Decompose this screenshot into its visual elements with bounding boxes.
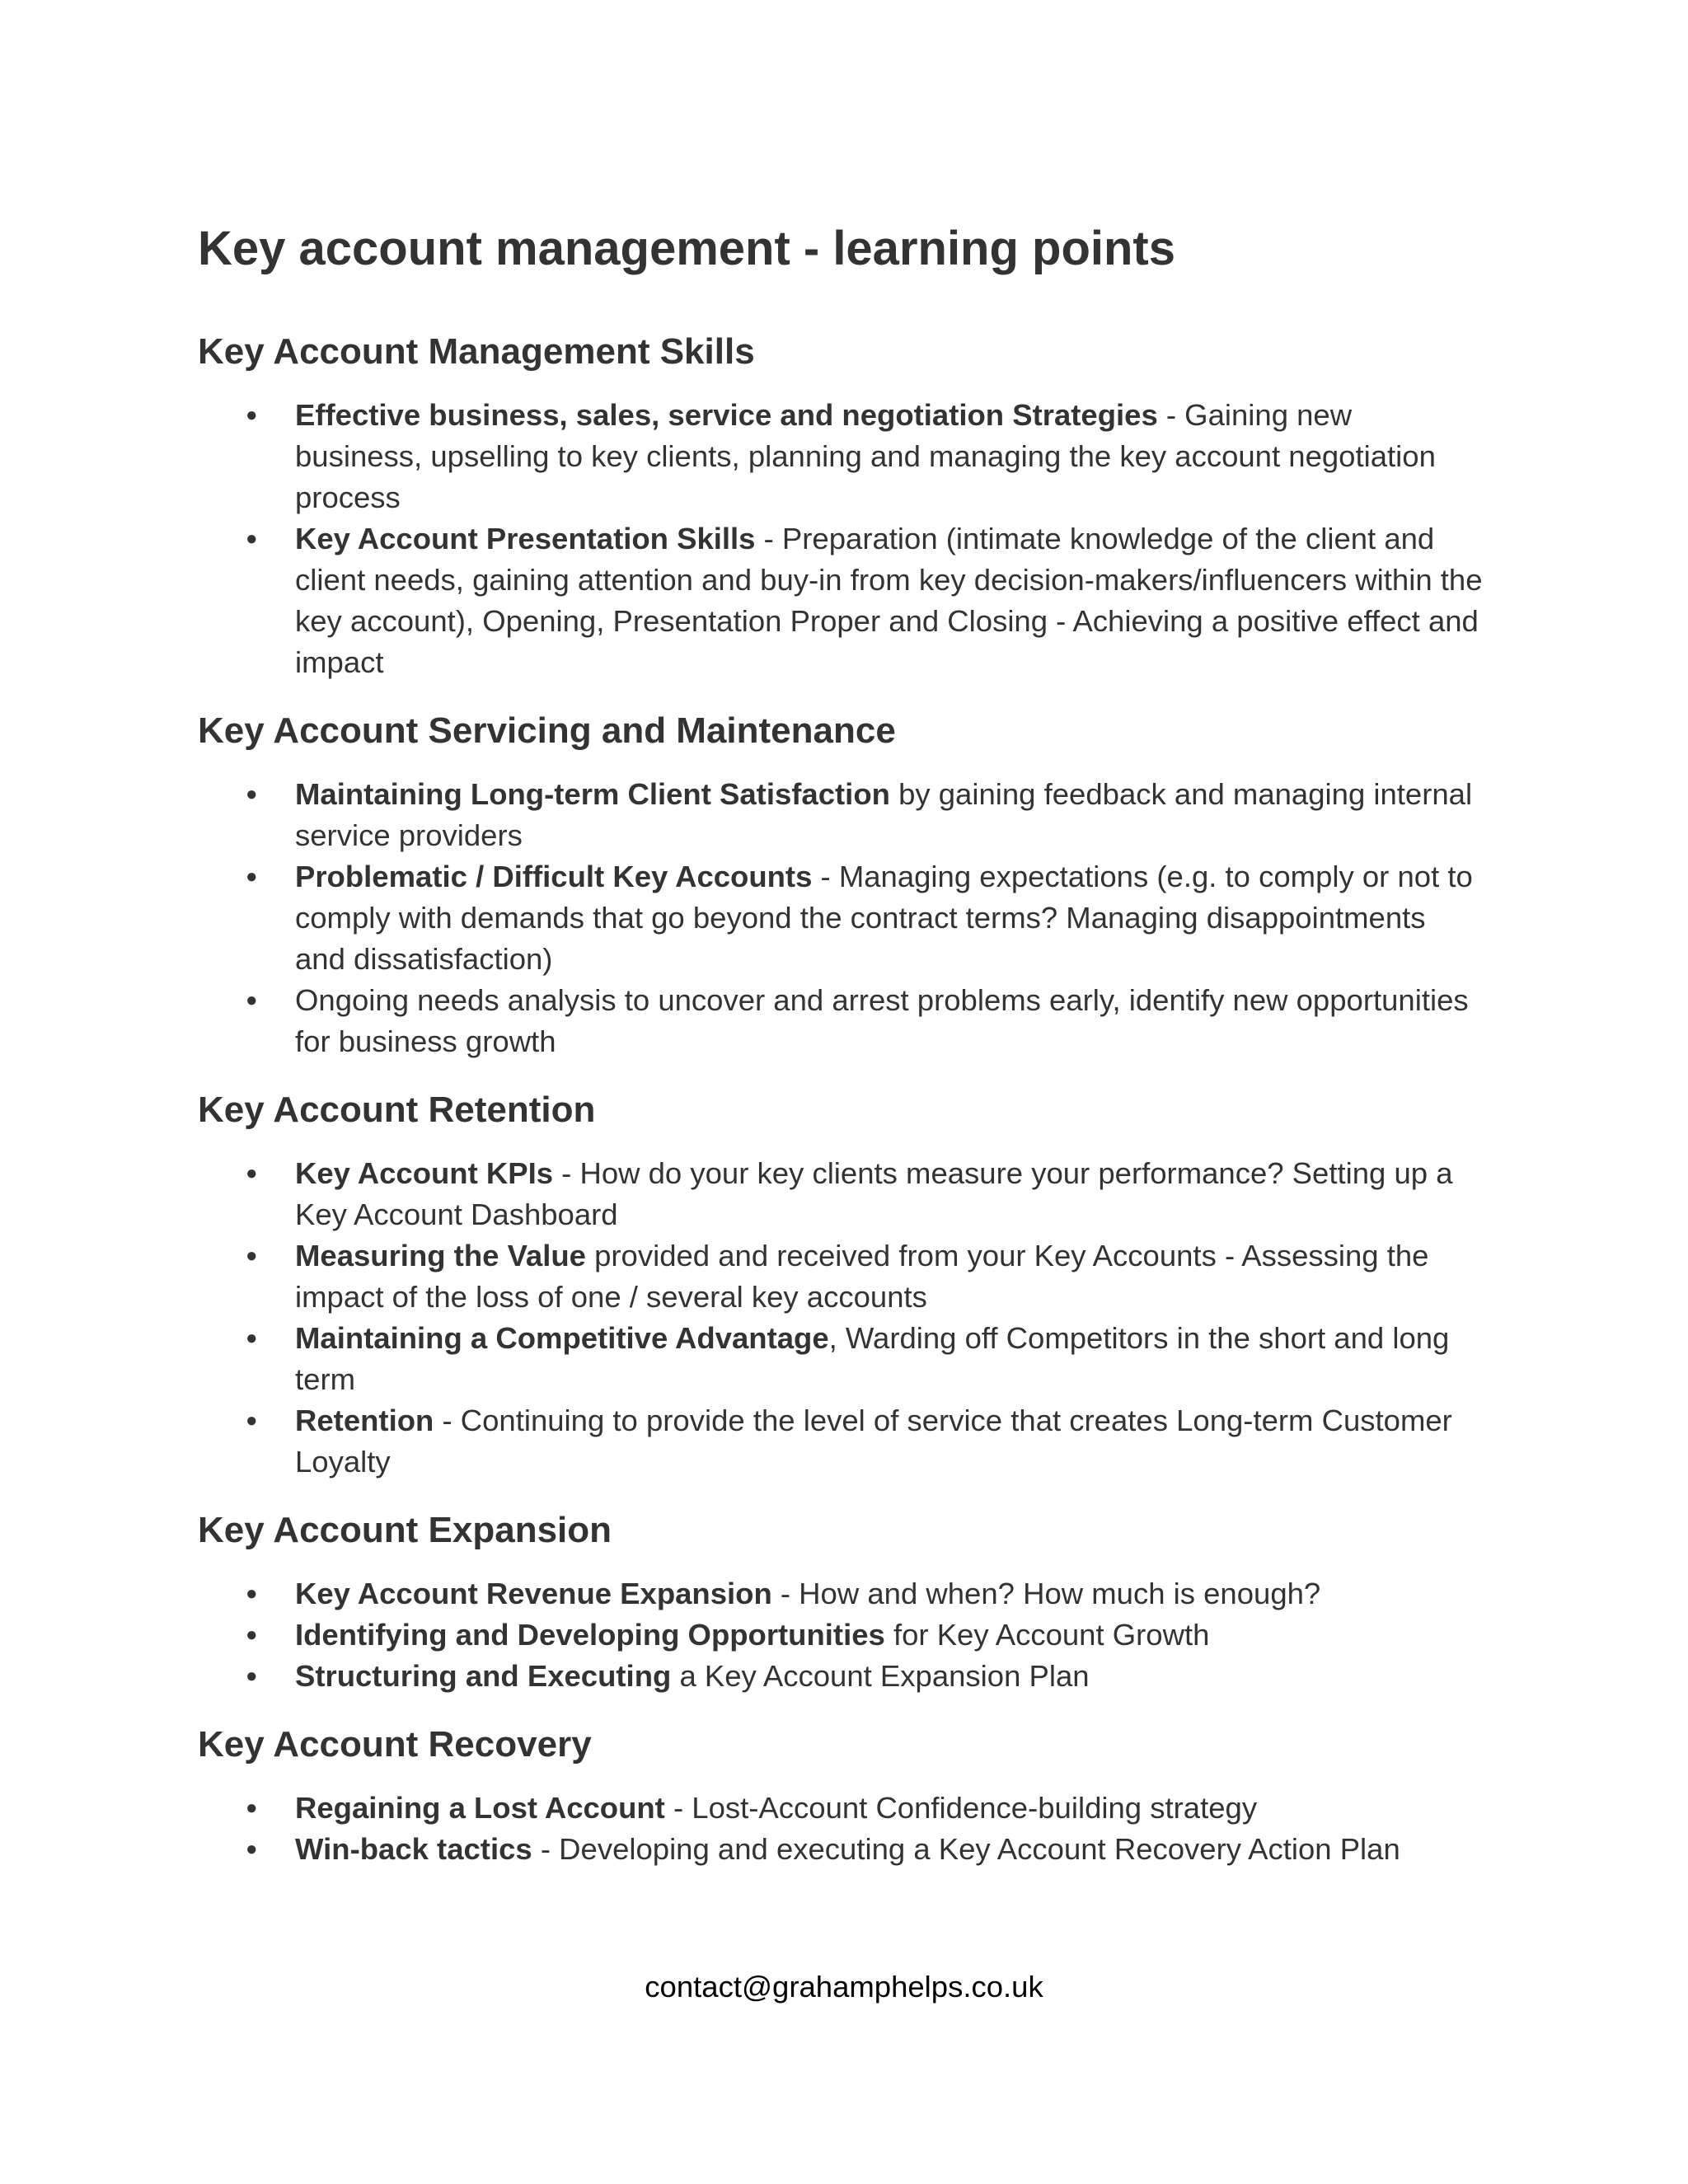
list-item-bold-lead: Key Account KPIs — [295, 1156, 554, 1190]
list-item-bold-lead: Structuring and Executing — [295, 1659, 672, 1693]
bullet-list — [198, 1788, 1484, 1870]
list-item-text: - Managing expectations (e.g. to comply or not to comply with demands that go beyond the contract terms? Managing disappointments and dissatisfaction) — [295, 860, 1473, 976]
list-item-text: - Continuing to provide the level of service that creates Long-term Customer Loyalty — [295, 1404, 1452, 1479]
list-item-bold-lead: Maintaining Long-term Client Satisfaction — [295, 777, 890, 811]
list-item-bold-lead: Key Account Presentation Skills — [295, 522, 756, 555]
list-item-bold-lead: Regaining a Lost Account — [295, 1791, 665, 1825]
list-item — [198, 774, 1484, 856]
list-item — [198, 1235, 1484, 1318]
list-item-text: - How do your key clients measure your performance? Setting up a Key Account Dashboard — [295, 1156, 1453, 1231]
list-item — [198, 1788, 1484, 1829]
sections-container — [198, 327, 1484, 1870]
list-item-text: by gaining feedback and managing internal service providers — [295, 777, 1473, 852]
list-item-text: a Key Account Expansion Plan — [671, 1659, 1090, 1693]
section-heading: Key Account Servicing and Maintenance — [198, 710, 896, 751]
section-heading: Key Account Expansion — [198, 1510, 612, 1550]
list-item — [198, 518, 1484, 683]
list-item — [198, 856, 1484, 980]
list-item — [198, 1400, 1484, 1483]
bullet-list — [198, 1153, 1484, 1483]
list-item-bold-lead: Maintaining a Competitive Advantage — [295, 1321, 829, 1355]
list-item-text: - Gaining new business, upselling to key clients, planning and managing the key account negotiation process — [295, 398, 1436, 514]
list-item-text: - How and when? How much is enough? — [771, 1577, 1321, 1610]
list-item-bold-lead: Identifying and Developing Opportunities — [295, 1618, 885, 1652]
list-item-text: , Warding off Competitors in the short and long term — [295, 1321, 1450, 1396]
bullet-list — [198, 1573, 1484, 1697]
list-item-text: - Developing and executing a Key Account Recovery Action Plan — [532, 1832, 1400, 1866]
footer-contact-email: contact@grahamphelps.co.uk — [645, 1970, 1043, 2004]
section-heading: Key Account Retention — [198, 1090, 596, 1130]
list-item-bold-lead: Key Account Revenue Expansion — [295, 1577, 772, 1610]
bullet-list — [198, 395, 1484, 683]
list-item — [198, 1573, 1484, 1615]
document-body — [198, 216, 1484, 1893]
section-heading: Key Account Management Skills — [198, 331, 755, 372]
list-item-text: - Lost-Account Confidence-building strategy — [664, 1791, 1258, 1825]
list-item — [198, 1153, 1484, 1235]
list-item — [198, 1829, 1484, 1870]
list-item-bold-lead: Effective business, sales, service and negotiation Strategies — [295, 398, 1158, 432]
list-item-text: Ongoing needs analysis to uncover and arrest problems early, identify new opportunities for business growth — [295, 983, 1469, 1058]
list-item-text: provided and received from your Key Accounts - Assessing the impact of the loss of one / several key accounts — [295, 1239, 1429, 1314]
list-item — [198, 1318, 1484, 1400]
bullet-list — [198, 774, 1484, 1062]
list-item-bold-lead: Win-back tactics — [295, 1832, 532, 1866]
list-item — [198, 1615, 1484, 1656]
list-item — [198, 1656, 1484, 1697]
list-item — [198, 980, 1484, 1062]
page-title: Key account management - learning points — [198, 222, 1175, 275]
list-item-bold-lead: Measuring the Value — [295, 1239, 586, 1272]
list-item — [198, 395, 1484, 518]
list-item-bold-lead: Problematic / Difficult Key Accounts — [295, 860, 813, 893]
section-heading: Key Account Recovery — [198, 1724, 592, 1765]
list-item-bold-lead: Retention — [295, 1404, 434, 1437]
list-item-text: - Preparation (intimate knowledge of the client and client needs, gaining attention and buy-in from key decision-makers/influencers within the key account), Opening, Presentation Proper and Closing - Achieving a positive effect and impact — [295, 522, 1483, 679]
list-item-text: for Key Account Growth — [884, 1618, 1210, 1652]
